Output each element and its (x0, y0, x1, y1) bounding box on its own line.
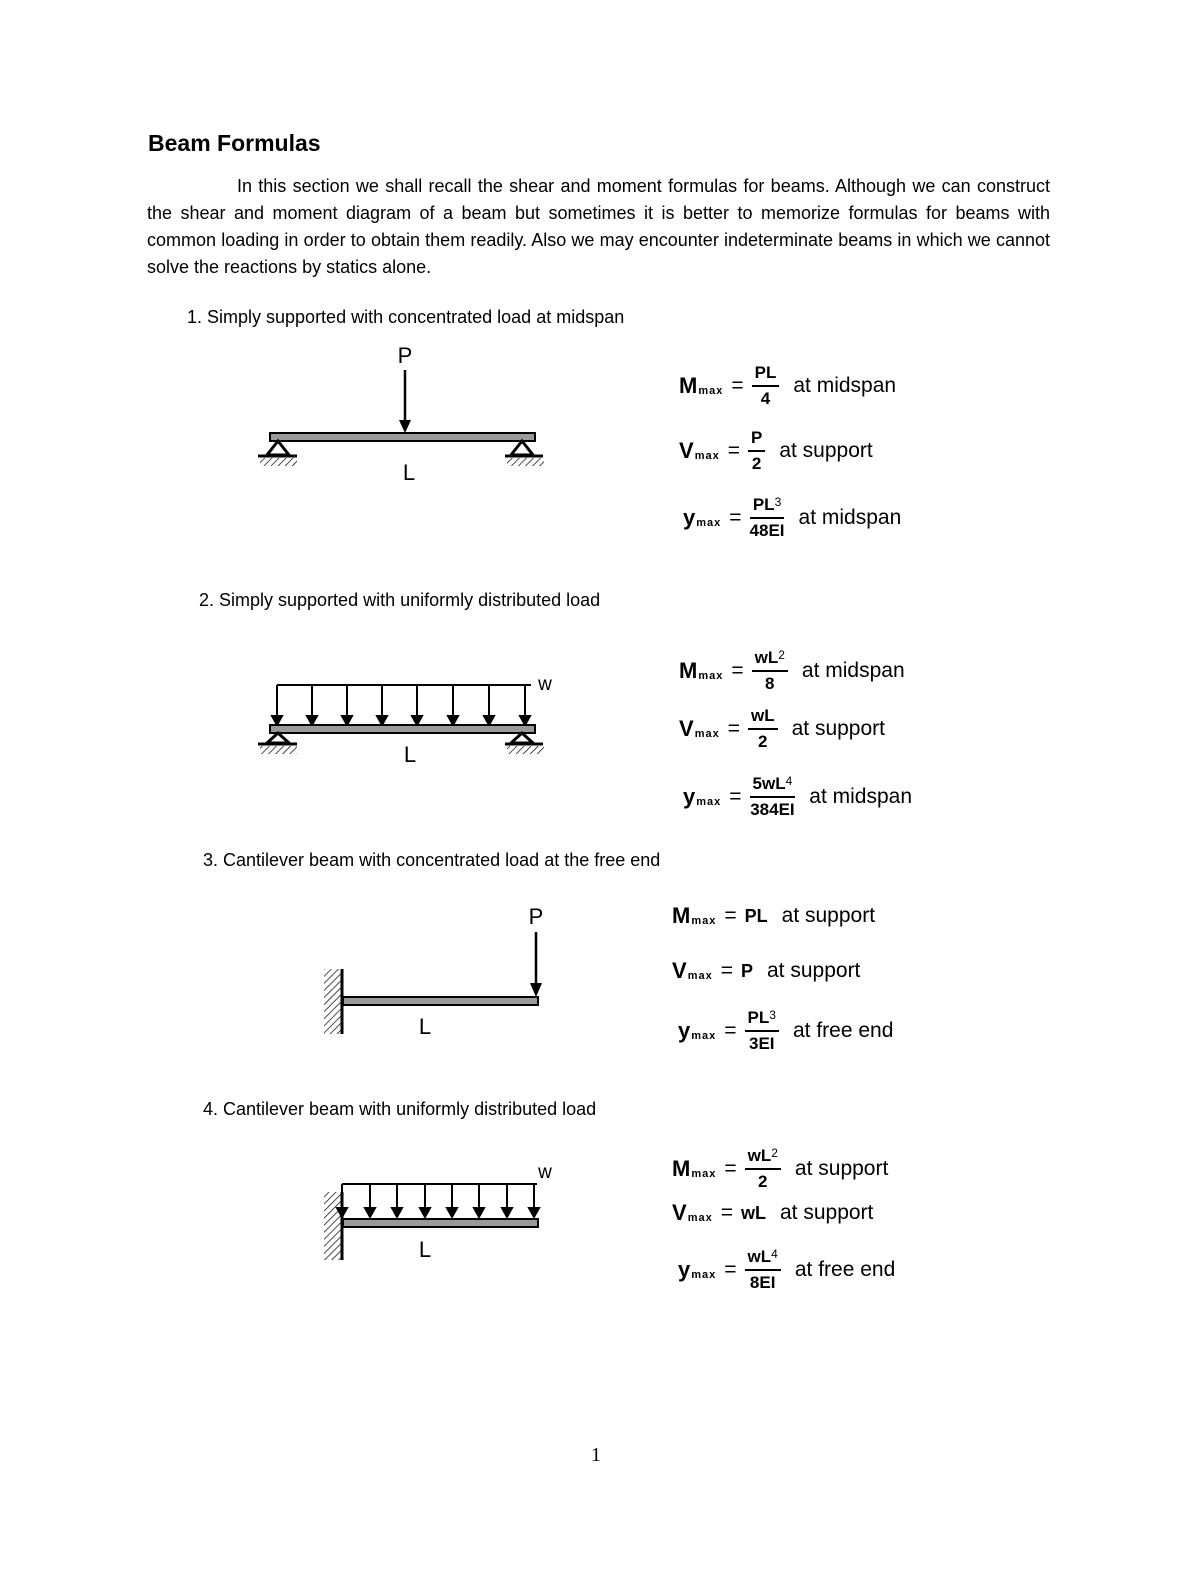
formula-subscript: max (687, 970, 713, 982)
formula-denominator: 4 (760, 388, 771, 408)
formula-location: at midspan (801, 659, 905, 682)
formula-fraction (750, 495, 785, 542)
formula-symbol: V (672, 958, 687, 983)
formula-exponent: 3 (774, 494, 782, 509)
formula-subscript: max (691, 915, 717, 927)
formula-symbol: y (683, 505, 696, 530)
formula-fraction (748, 706, 778, 753)
formula-exponent: 3 (769, 1007, 776, 1022)
formula-fraction (750, 774, 796, 821)
section-3-formula-shear (672, 941, 860, 1001)
formula-subscript: max (691, 1168, 717, 1180)
section-4-formula-deflection (678, 1240, 895, 1300)
formula-subscript: max (698, 385, 724, 397)
formula-denominator: 8 (765, 673, 775, 693)
formula-location: at free end (794, 1258, 896, 1281)
formula-subscript: max (691, 1269, 717, 1281)
formula-equals: = (731, 659, 744, 682)
section-4-heading: 4. Cantilever beam with uniformly distributed load (203, 1099, 597, 1119)
formula-fraction (745, 1008, 779, 1055)
section-2-heading: 2. Simply supported with uniformly distributed load (199, 590, 601, 610)
span-label: L (402, 460, 416, 485)
formula-equals: = (724, 1019, 737, 1042)
section-3-heading: 3. Cantilever beam with concentrated load at the free end (203, 850, 661, 870)
formula-denominator: 3EI (748, 1033, 775, 1053)
load-label: w (538, 674, 552, 695)
formula-location: at midspan (793, 374, 897, 397)
formula-location: at support (779, 439, 873, 462)
formula-symbol: y (678, 1018, 691, 1043)
formula-symbol: M (679, 373, 698, 398)
formula-symbol: y (678, 1257, 691, 1282)
formula-numerator: 5wL (752, 773, 786, 793)
formula-denominator: 384EI (750, 799, 795, 819)
formula-numerator: wL (750, 705, 775, 725)
formula-equals: = (729, 785, 742, 808)
intro-paragraph: In this section we shall recall the shear and moment formulas for beams. Although we can construct the shear and moment diagram of a beam but sometimes it is better to memorize formulas for beams with common loading in order to obtain them readily. Also we may encounter indeterminate beams in which we cannot solve the reactions by statics alone. (147, 176, 1050, 277)
formula-equals: = (727, 717, 740, 740)
formula-symbol: M (679, 658, 698, 683)
load-label: w (538, 1162, 552, 1183)
section-2-formula-moment (679, 641, 905, 701)
formula-symbol: V (679, 716, 694, 741)
formula-equals: = (727, 439, 740, 462)
section-1-heading: 1. Simply supported with concentrated load at midspan (187, 307, 625, 327)
formula-symbol: M (672, 1156, 691, 1181)
section-1-diagram (255, 340, 555, 490)
formula-equals: = (720, 1201, 733, 1224)
section-4-formula-shear (672, 1183, 873, 1243)
section-1-formula-moment (679, 356, 896, 416)
span-label: L (403, 742, 417, 767)
load-label: P (397, 343, 413, 368)
section-1-formula-deflection (683, 488, 901, 548)
section-3-diagram (318, 897, 558, 1047)
formula-subscript: max (696, 517, 722, 529)
formula-numerator: PL (747, 1007, 770, 1027)
formula-subscript: max (696, 796, 722, 808)
formula-subscript: max (698, 670, 724, 682)
formula-subscript: max (694, 450, 720, 462)
formula-exponent: 4 (785, 773, 793, 788)
section-1-formula-shear (679, 421, 873, 481)
formula-exponent: 2 (778, 647, 785, 662)
formula-location: at support (781, 904, 876, 927)
section-2-formula-shear (679, 699, 885, 759)
formula-denominator: 2 (758, 1171, 768, 1191)
formula-equals: = (724, 1157, 737, 1180)
formula-symbol: V (672, 1200, 687, 1225)
formula-value: wL (740, 1202, 766, 1223)
formula-location: at support (779, 1201, 874, 1224)
formula-numerator: P (750, 427, 763, 447)
formula-subscript: max (694, 728, 720, 740)
formula-denominator: 8EI (749, 1272, 776, 1292)
page-title: Beam Formulas (148, 130, 321, 156)
formula-equals: = (720, 959, 733, 982)
formula-equals: = (731, 374, 744, 397)
formula-exponent: 4 (771, 1246, 778, 1261)
formula-numerator: PL (752, 494, 775, 514)
formula-subscript: max (687, 1212, 713, 1224)
formula-fraction (745, 1247, 781, 1294)
formula-exponent: 2 (771, 1145, 778, 1160)
section-3-formula-moment (672, 886, 875, 946)
formula-equals: = (724, 904, 737, 927)
formula-numerator: wL (754, 647, 779, 667)
formula-location: at free end (792, 1019, 894, 1042)
load-label: P (528, 904, 544, 929)
formula-location: at midspan (809, 785, 913, 808)
formula-fraction (752, 363, 780, 410)
formula-subscript: max (691, 1030, 717, 1042)
span-label: L (418, 1237, 432, 1262)
formula-numerator: PL (754, 362, 777, 382)
formula-symbol: M (672, 903, 691, 928)
formula-value: P (740, 960, 753, 981)
formula-equals: = (729, 506, 742, 529)
formula-location: at support (791, 717, 885, 740)
page-number: 1 (591, 1444, 601, 1466)
formula-denominator: 2 (758, 731, 768, 751)
formula-value: PL (744, 905, 768, 926)
section-2-formula-deflection (683, 767, 912, 827)
section-2-diagram (255, 668, 565, 768)
formula-fraction (752, 648, 788, 695)
formula-location: at support (767, 959, 861, 982)
formula-location: at support (794, 1157, 889, 1180)
formula-numerator: wL (747, 1246, 772, 1266)
formula-denominator: 2 (751, 453, 762, 473)
section-3-formula-deflection (678, 1001, 893, 1061)
formula-symbol: V (679, 438, 694, 463)
section-4-diagram (318, 1160, 568, 1265)
span-label: L (418, 1014, 432, 1039)
formula-denominator: 48EI (749, 520, 785, 540)
formula-numerator: wL (747, 1145, 772, 1165)
formula-location: at midspan (798, 506, 902, 529)
formula-fraction (748, 428, 765, 475)
formula-equals: = (724, 1258, 737, 1281)
formula-symbol: y (683, 784, 696, 809)
